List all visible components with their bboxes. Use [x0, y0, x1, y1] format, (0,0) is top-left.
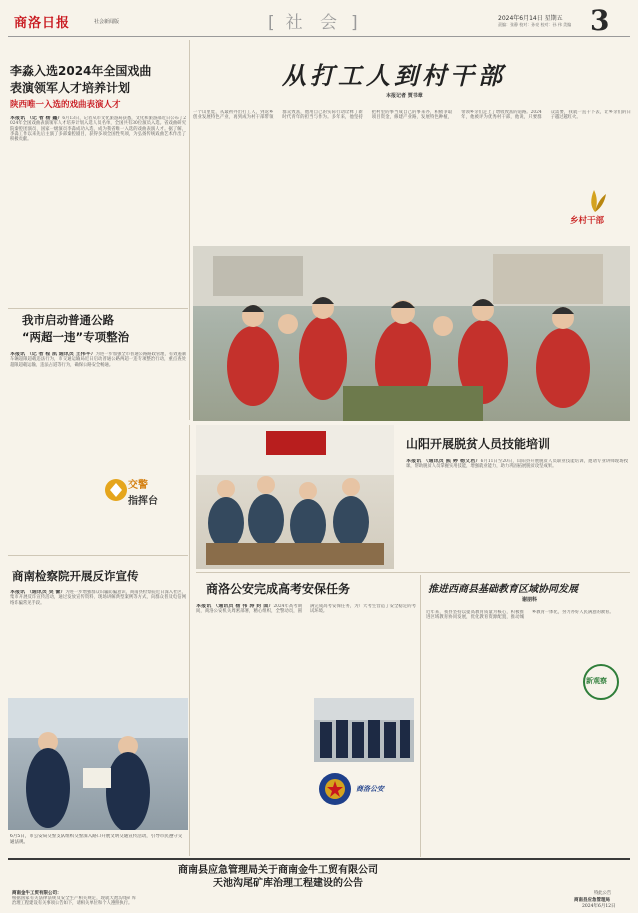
section-label: 社 会 [285, 13, 344, 33]
hero-photo-people [193, 246, 630, 421]
notice-body-text: 根据国家有关法律法规及安全生产相关规定，现就天池沟尾矿库治理工程建设有关事项公告如下，请相关单位和个人遵照执行。 [12, 896, 136, 907]
hero-byline: 本报记者 贾书章 [386, 93, 423, 99]
village-cadre-badge [536, 188, 630, 242]
col-divider-4 [420, 575, 421, 857]
paper-name: 商洛日报 [14, 16, 71, 31]
edition-tag: 社会新闻版 [94, 19, 120, 25]
notice [8, 861, 630, 911]
police-stamp [314, 766, 414, 836]
procuratorate-photo-scene [8, 698, 188, 830]
procuratorate-body-text: 为进一步增强群众识骗防骗意识，商南县检察院近日深入社区、集市开展反诈宣传活动，通过发放宣传资料、现场讲解典型案例等方式，向群众普及电信网络诈骗常见手段。 [10, 590, 186, 606]
exam-byline: 本报讯 （通讯员 杨 伟 涛 封 面） [196, 604, 274, 609]
exam-title: 商洛公安完成高考安保任务 [206, 582, 351, 596]
article-exam [196, 580, 416, 845]
divider-mid-right [196, 572, 630, 573]
divider-mid [8, 555, 188, 556]
notice-top-rule [8, 858, 630, 860]
procuratorate-caption: 6月5日，市公安局交警支队组织交警深入路口开展文明交通宣传活动，引导市民遵守交通法规。 [10, 834, 183, 845]
li-title-line1: 李淼入选2024年全国戏曲 [10, 64, 152, 78]
article-road [8, 312, 188, 552]
page-number: 3 [590, 4, 610, 37]
col-divider-3 [189, 556, 190, 856]
article-procuratorate [8, 560, 188, 885]
exam-body-text: 2024年高考期间，商洛公安机关周密部署，精心组织，全警动员，圆满完成高考安保任务，为广大考生营造了安全稳定的考试环境。 [196, 604, 416, 615]
notice-title-line1: 商南县应急管理局关于商南金牛工贸有限公司 [178, 865, 378, 876]
education-title: 推进西商县基础教育区域协同发展 [428, 584, 578, 595]
notice-salutation: 商南金牛工贸有限公司： [12, 891, 62, 896]
article-education [426, 580, 630, 850]
procuratorate-byline: 本报讯 （通讯员 吴 蕾） [10, 590, 66, 595]
notice-date: 2024年6月12日 [582, 904, 616, 909]
procuratorate-title: 商南检察院开展反诈宣传 [12, 569, 139, 583]
police-emblem-icon [318, 772, 352, 806]
page-editors: 责编：张静 校对：孙亮 校对：孙 伟 美编 [498, 22, 572, 27]
li-subtitle: 陕西唯一入选的戏曲表演人才 [10, 100, 121, 110]
police-stamp-label: 商洛公安 [356, 785, 384, 793]
masthead [0, 0, 638, 38]
traffic-badge [104, 472, 172, 514]
education-body [426, 610, 630, 850]
traffic-badge-main: 交警 [128, 480, 148, 491]
traffic-badge-sub: 指挥台 [128, 496, 158, 507]
traffic-police-icon [104, 478, 128, 502]
road-body [10, 352, 186, 550]
hero-body-text: 一个山里娃，从最初外出打工人，到返乡创业发展特色产业，再到成为村干部带领群众致富，他用自己的实际行动诠释了新时代青年的担当与作为。多年来，他坚持把村里的事当成自己的事来办，积极争取项目资金，修建产业路，发展特色种植，带领乡亲们走上了增收致富的道路。2024年，他被评为优秀村干部，他说，只要群众需要，我就一直干下去，让乡亲们的日子越过越红火。 [193, 110, 631, 121]
education-body-text: 近年来，我县坚持以提高教育质量为核心，积极推进区域教育协同发展，优化教育资源配置，推动城乡教育一体化，努力办好人民满意的教育。 [426, 610, 614, 621]
shanyang-body [406, 459, 628, 567]
shanyang-body-text: 6月11日至20日，山阳县开展脱贫人员职业技能培训，邀请专业讲师现场授课，帮助脱贫人员掌握实用技能，增强就业能力，助力巩固拓展脱贫攻坚成果。 [406, 459, 628, 470]
col-divider-1 [189, 40, 190, 420]
li-body [10, 116, 186, 304]
education-author: 谢朋科 [522, 597, 538, 603]
shanyang-byline: 本报讯 （通讯员 熊 婷 杨文君） [406, 459, 481, 464]
shanyang-photo-scene [196, 425, 394, 569]
hero-title: 从打工人到村干部 [282, 61, 506, 90]
exam-photo-scene [314, 698, 414, 762]
li-title-line2: 表演领军人才培养计划 [10, 81, 131, 95]
hero-photo [193, 246, 630, 421]
road-body-text: 为进一步加强全市普通公路路政管理，有效遏制车辆超限超载违法行为，市交通运输局近日启动普通公路两超一违专项整治行动，重点查处超限超载运输、违法占道等行为，确保公路安全畅通。 [10, 352, 186, 368]
procuratorate-body [10, 590, 186, 694]
article-shanyang [196, 425, 630, 569]
new-observation-label: 新观察 [586, 677, 607, 685]
notice-title-line2: 天池沟尾矿库治理工程建设的公告 [213, 878, 363, 889]
col-divider-2 [189, 425, 190, 570]
new-observation-badge [578, 660, 624, 704]
village-cadre-label: 乡村干部 [570, 216, 605, 226]
divider-hero [8, 308, 188, 309]
issue-date: 2024年6月14日 星期五 [498, 15, 563, 22]
li-byline: 本报讯 （记 者 杨 鑫） [10, 116, 63, 121]
article-li-miao [8, 62, 186, 306]
li-body-text: 6月13日，记者从市文化旅游局获悉，文化和旅游部近日公布了2024年全国戏曲表演领军人才培养计划入选人员名单，全国共有30位演员入选。省戏曲研究院秦腔团演员、国家一级演员李淼成功入选，成为我省唯一入选的戏曲表演人才。据了解，李淼工作以来先后主演了多部秦腔剧目，获得多项全国性奖项，为弘扬传统戏曲艺术作出了积极贡献。 [10, 116, 186, 143]
wheat-emblem-icon [580, 188, 610, 214]
notice-body [12, 896, 532, 910]
road-title-line2: “两超一违”专项整治 [22, 330, 130, 344]
notice-closing: 特此公告 [594, 891, 612, 896]
notice-signature: 商南县应急管理局 [574, 898, 610, 903]
shanyang-photo [196, 425, 394, 569]
road-byline: 本报讯 （记 者 程 凯 通讯员 王伟平） [10, 352, 96, 357]
exam-photo [314, 698, 414, 762]
section-name: [ 社 会 ] [268, 13, 361, 33]
shanyang-title: 山阳开展脱贫人员技能培训 [406, 437, 551, 451]
road-title-line1: 我市启动普通公路 [22, 313, 114, 327]
procuratorate-photo [8, 698, 188, 830]
masthead-divider [8, 36, 630, 37]
